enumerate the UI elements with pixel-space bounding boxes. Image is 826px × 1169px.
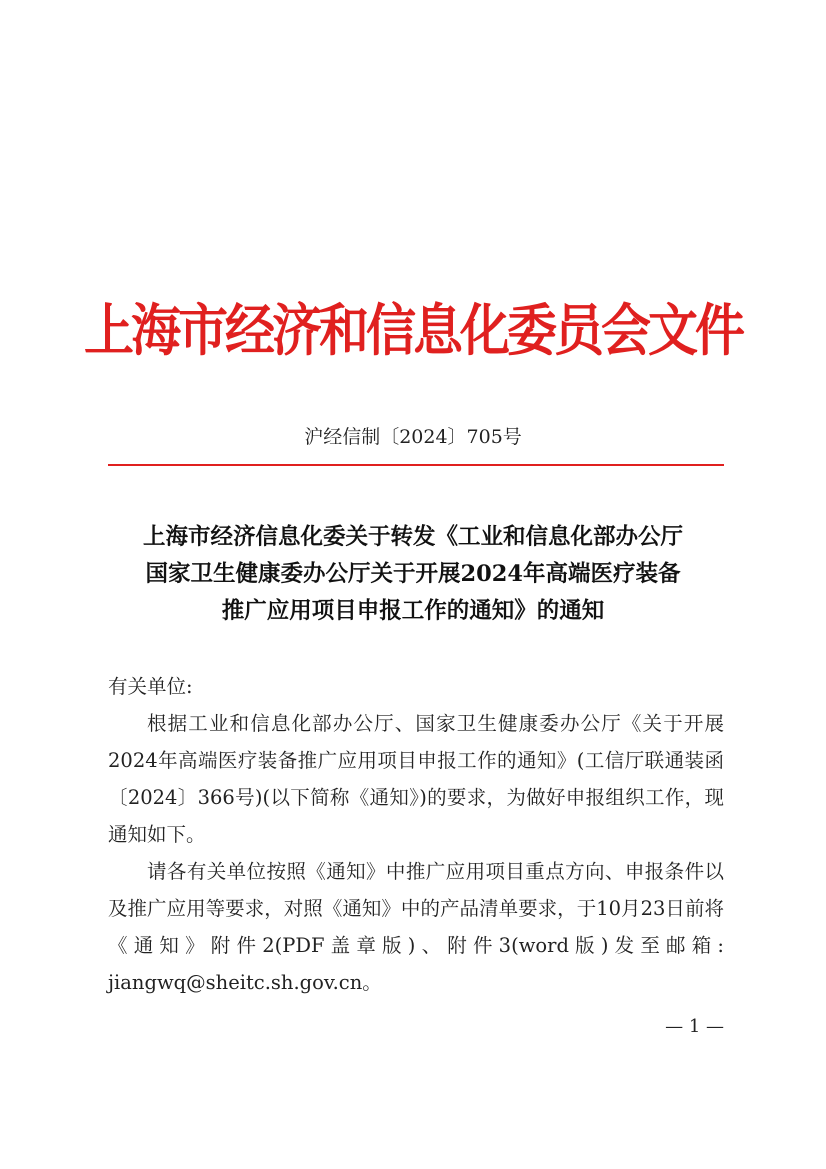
red-divider-line: [108, 464, 724, 466]
notice-title-line-2: 国家卫生健康委办公厅关于开展2024年高端医疗装备: [145, 561, 681, 587]
page-number: — 1 —: [665, 1016, 724, 1037]
body-paragraph-2: 请各有关单位按照《通知》中推广应用项目重点方向、申报条件以及推广应用等要求，对照《通知》中的产品清单要求，于10月23日前将《通知》附件2(PDF盖章版)、附件3(word版)发至邮箱: jiangwq@sheitc.sh.gov.cn。: [108, 860, 724, 994]
body-paragraph-1: 根据工业和信息化部办公厅、国家卫生健康委办公厅《关于开展2024年高端医疗装备推广应用项目申报工作的通知》(工信厅联通装函〔2024〕366号)(以下简称《通知》)的要求，为做好申报组织工作，现通知如下。: [108, 712, 724, 846]
masthead-title: 上海市经济和信息化委员会文件: [84, 297, 742, 364]
notice-title-line-1: 上海市经济信息化委关于转发《工业和信息化部办公厅: [142, 524, 683, 550]
salutation: 有关单位:: [108, 675, 193, 698]
document-number: 沪经信制〔2024〕705号: [304, 426, 522, 448]
notice-body: [108, 668, 724, 1001]
notice-title: [100, 519, 726, 630]
notice-title-line-3: 推广应用项目申报工作的通知》的通知: [221, 598, 605, 624]
